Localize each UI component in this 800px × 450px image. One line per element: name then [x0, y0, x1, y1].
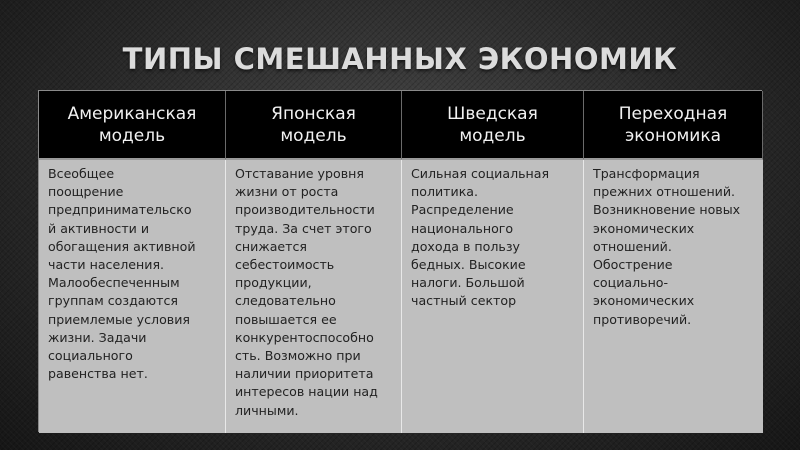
cell-text-line: повышается ее: [235, 311, 337, 327]
cell-text-line: Возникновение новых: [593, 202, 741, 218]
cell-text-line: противоречий.: [593, 311, 692, 327]
cell-text-line: группам создаются: [48, 293, 178, 309]
cell-text-line: экономических: [593, 293, 695, 309]
cell-text-line: наличии приоритета: [235, 366, 374, 382]
slide-title: ТИПЫ СМЕШАННЫХ ЭКОНОМИК: [122, 42, 678, 76]
header-line: модель: [98, 125, 166, 146]
cell-text-line: социально-: [593, 275, 669, 291]
cell-text-line: прежних отношений.: [593, 184, 736, 200]
cell-text-line: бедных. Высокие: [411, 257, 526, 273]
cell-american-model: [39, 160, 226, 433]
cell-text-line: поощрение: [48, 184, 124, 200]
header-line: Переходная: [618, 103, 728, 124]
cell-text-line: Обострение: [593, 257, 673, 273]
cell-text-line: дохода в пользу: [411, 238, 520, 254]
cell-text-line: Трансформация: [593, 166, 700, 181]
cell-text-line: обогащения активной: [48, 238, 196, 254]
cell-text-line: Распределение: [411, 202, 514, 218]
cell-text-line: социального: [48, 348, 133, 364]
cell-text-line: отношений.: [593, 238, 672, 254]
header-japanese-model: [226, 91, 402, 160]
cell-text-line: политика.: [411, 184, 479, 200]
cell-text-line: следовательно: [235, 293, 336, 309]
header-line: экономика: [624, 125, 722, 146]
cell-text-line: налоги. Большой: [411, 275, 525, 291]
cell-text-line: й активности и: [48, 220, 150, 236]
cell-text-line: Малообеспеченным: [48, 275, 180, 291]
cell-text-line: продукции,: [235, 275, 312, 291]
cell-text-line: экономических: [593, 220, 695, 236]
cell-text-line: труда. За счет этого: [235, 220, 372, 236]
cell-text-line: конкурентоспособно: [235, 329, 374, 345]
cell-text-line: снижается: [235, 238, 307, 254]
header-line: Шведская: [447, 103, 538, 124]
header-line: Японская: [271, 103, 356, 124]
header-american-model: [39, 91, 226, 160]
cell-text-line: приемлемые условия: [48, 311, 190, 327]
cell-text-line: предпринимательско: [48, 202, 192, 218]
cell-japanese-model: [226, 160, 402, 433]
cell-text-line: частный сектор: [411, 293, 517, 309]
cell-swedish-model: [402, 160, 584, 433]
header-line: модель: [459, 125, 526, 146]
header-transitional-economy: [584, 91, 763, 160]
comparison-table: [38, 90, 762, 432]
cell-text-line: производительности: [235, 202, 375, 218]
cell-text-line: сть. Возможно при: [235, 348, 361, 364]
cell-text-line: равенства нет.: [48, 366, 148, 382]
cell-text-line: себестоимость: [235, 257, 335, 273]
header-line: модель: [280, 125, 347, 146]
cell-text-line: Отставание уровня: [235, 166, 364, 181]
cell-text-line: Всеобщее: [48, 166, 115, 181]
cell-text-line: национального: [411, 220, 514, 236]
cell-text-line: жизни от роста: [235, 184, 339, 200]
cell-text-line: интересов нации над: [235, 384, 378, 400]
cell-text-line: жизни. Задачи: [48, 329, 147, 345]
cell-text-line: части населения.: [48, 257, 165, 273]
header-line: Американская: [67, 103, 197, 124]
cell-transitional-economy: [584, 160, 763, 433]
header-swedish-model: [402, 91, 584, 160]
cell-text-line: личными.: [235, 402, 299, 418]
cell-text-line: Сильная социальная: [411, 166, 550, 181]
